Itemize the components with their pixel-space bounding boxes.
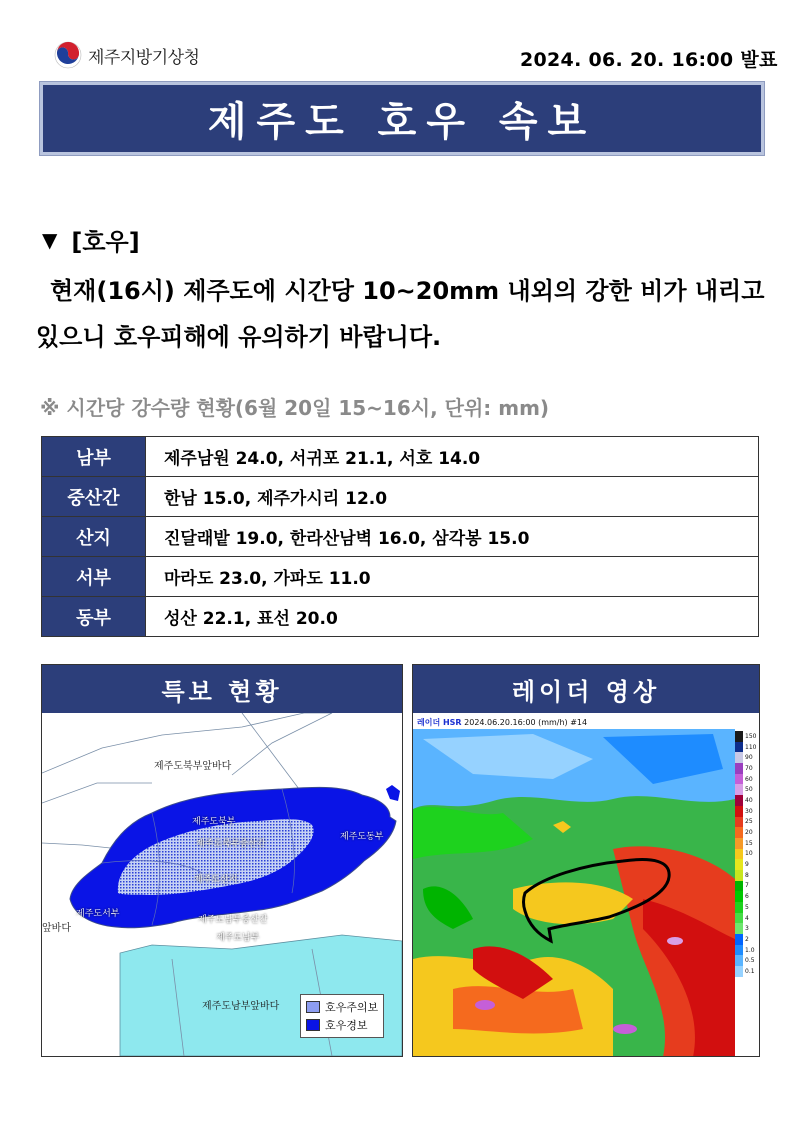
scale-step — [735, 945, 760, 956]
radar-image — [413, 713, 760, 1057]
radar-caption-rest: 2024.06.20.16:00 (mm/h) #14 — [464, 718, 588, 727]
scale-swatch — [735, 881, 743, 892]
radar-color-scale — [735, 731, 760, 1053]
scale-swatch — [735, 817, 743, 828]
values-cell: 진달래밭 19.0, 한라산남벽 16.0, 삼각봉 15.0 — [146, 517, 759, 557]
scale-swatch — [735, 870, 743, 881]
map-label-west-sea: 앞바다 — [42, 923, 71, 934]
region-cell: 동부 — [42, 597, 146, 637]
rainfall-note: ※ 시간당 강수량 현황(6월 20일 15~16시, 단위: mm) — [40, 396, 550, 420]
map-label-south: 제주도남부 — [216, 933, 260, 943]
scale-label: 70 — [745, 764, 753, 772]
map-label-north: 제주도북부 — [192, 817, 236, 827]
scale-step — [735, 742, 760, 753]
scale-swatch — [735, 966, 743, 977]
scale-label: 2 — [745, 935, 749, 943]
scale-step — [735, 795, 760, 806]
triangle-down-icon: ▼ — [42, 227, 58, 252]
scale-step — [735, 891, 760, 902]
page-title: 제주도 호우 속보 — [207, 99, 597, 145]
warning-map-title: 특보 현황 — [42, 665, 402, 713]
scale-step — [735, 806, 760, 817]
agency-name: 제주지방기상청 — [88, 47, 200, 68]
warning-map-panel — [41, 664, 403, 1057]
radar-caption-prefix: 레이더 HSR — [417, 718, 462, 727]
scale-swatch — [735, 849, 743, 860]
section-heading-label: [호우] — [71, 228, 140, 256]
table-row — [42, 477, 759, 517]
advisory-swatch — [306, 1001, 320, 1013]
table-row — [42, 597, 759, 637]
scale-label: 3 — [745, 925, 749, 933]
scale-label: 40 — [745, 796, 753, 804]
scale-swatch — [735, 913, 743, 924]
legend-item — [306, 998, 378, 1016]
issued-datetime: 2024. 06. 20. 16:00 발표 — [520, 49, 778, 71]
radar-caption — [417, 717, 587, 728]
values-cell: 한남 15.0, 제주가시리 12.0 — [146, 477, 759, 517]
warning-map — [42, 713, 403, 1057]
scale-step — [735, 955, 760, 966]
bulletin-paragraph: 현재(16시) 제주도에 시간당 10~20mm 내외의 강한 비가 내리고 있으니 호우피해에 유의하기 바랍니다. — [36, 277, 765, 351]
scale-swatch — [735, 784, 743, 795]
scale-step — [735, 774, 760, 785]
scale-step — [735, 849, 760, 860]
rainfall-table — [41, 436, 759, 637]
table-row — [42, 517, 759, 557]
section-heading — [42, 222, 140, 257]
map-label-south-mid: 제주도남부중산간 — [198, 915, 268, 925]
scale-step — [735, 838, 760, 849]
scale-swatch — [735, 763, 743, 774]
scale-step — [735, 763, 760, 774]
map-label-north-mid: 제주도북부중산간 — [196, 839, 266, 849]
scale-label: 6 — [745, 893, 749, 901]
taegeuk-emblem-icon — [54, 41, 82, 69]
scale-step — [735, 881, 760, 892]
scale-step — [735, 731, 760, 742]
scale-label: 1.0 — [745, 946, 755, 954]
radar-graphic — [413, 729, 735, 1057]
warning-swatch — [306, 1019, 320, 1031]
scale-swatch — [735, 859, 743, 870]
scale-swatch — [735, 752, 743, 763]
agency-logo — [54, 40, 199, 70]
radar-panel — [412, 664, 760, 1057]
scale-label: 7 — [745, 882, 749, 890]
scale-swatch — [735, 934, 743, 945]
scale-step — [735, 934, 760, 945]
scale-swatch — [735, 923, 743, 934]
scale-step — [735, 870, 760, 881]
map-legend — [300, 994, 384, 1038]
scale-step — [735, 913, 760, 924]
map-label-south-sea: 제주도남부앞바다 — [202, 1001, 280, 1012]
table-row — [42, 437, 759, 477]
scale-label: 60 — [745, 775, 753, 783]
scale-step — [735, 784, 760, 795]
scale-swatch — [735, 838, 743, 849]
scale-swatch — [735, 827, 743, 838]
scale-step — [735, 902, 760, 913]
values-cell: 성산 22.1, 표선 20.0 — [146, 597, 759, 637]
values-cell: 마라도 23.0, 가파도 11.0 — [146, 557, 759, 597]
scale-swatch — [735, 891, 743, 902]
scale-label: 30 — [745, 807, 753, 815]
scale-label: 90 — [745, 754, 753, 762]
scale-swatch — [735, 806, 743, 817]
scale-swatch — [735, 742, 743, 753]
scale-label: 50 — [745, 786, 753, 794]
region-cell: 남부 — [42, 437, 146, 477]
scale-label: 15 — [745, 839, 753, 847]
scale-label: 25 — [745, 818, 753, 826]
scale-label: 4 — [745, 914, 749, 922]
legend-item — [306, 1016, 378, 1034]
scale-step — [735, 827, 760, 838]
legend-label: 호우주의보 — [325, 1001, 379, 1014]
legend-label: 호우경보 — [325, 1019, 368, 1032]
map-label-mountain: 제주도산지 — [194, 875, 238, 885]
scale-swatch — [735, 731, 743, 742]
scale-step — [735, 859, 760, 870]
scale-label: 110 — [745, 743, 757, 751]
bulletin-text — [36, 268, 766, 360]
scale-label: 8 — [745, 871, 749, 879]
scale-step — [735, 923, 760, 934]
scale-label: 5 — [745, 903, 749, 911]
region-cell: 산지 — [42, 517, 146, 557]
scale-swatch — [735, 902, 743, 913]
scale-label: 10 — [745, 850, 753, 858]
table-row — [42, 557, 759, 597]
scale-step — [735, 966, 760, 977]
scale-label: 0.1 — [745, 967, 755, 975]
scale-swatch — [735, 955, 743, 966]
scale-label: 20 — [745, 829, 753, 837]
scale-label: 150 — [745, 732, 757, 740]
map-label-north-sea: 제주도북부앞바다 — [154, 761, 232, 772]
radar-title: 레이더 영상 — [413, 665, 759, 713]
scale-label: 9 — [745, 861, 749, 869]
values-cell: 제주남원 24.0, 서귀포 21.1, 서호 14.0 — [146, 437, 759, 477]
map-label-west: 제주도서부 — [76, 909, 120, 919]
scale-label: 0.5 — [745, 957, 755, 965]
map-label-east: 제주도동부 — [340, 832, 384, 842]
scale-swatch — [735, 774, 743, 785]
scale-step — [735, 817, 760, 828]
scale-step — [735, 752, 760, 763]
title-banner — [40, 82, 764, 155]
region-cell: 서부 — [42, 557, 146, 597]
scale-swatch — [735, 945, 743, 956]
region-cell: 중산간 — [42, 477, 146, 517]
scale-swatch — [735, 795, 743, 806]
